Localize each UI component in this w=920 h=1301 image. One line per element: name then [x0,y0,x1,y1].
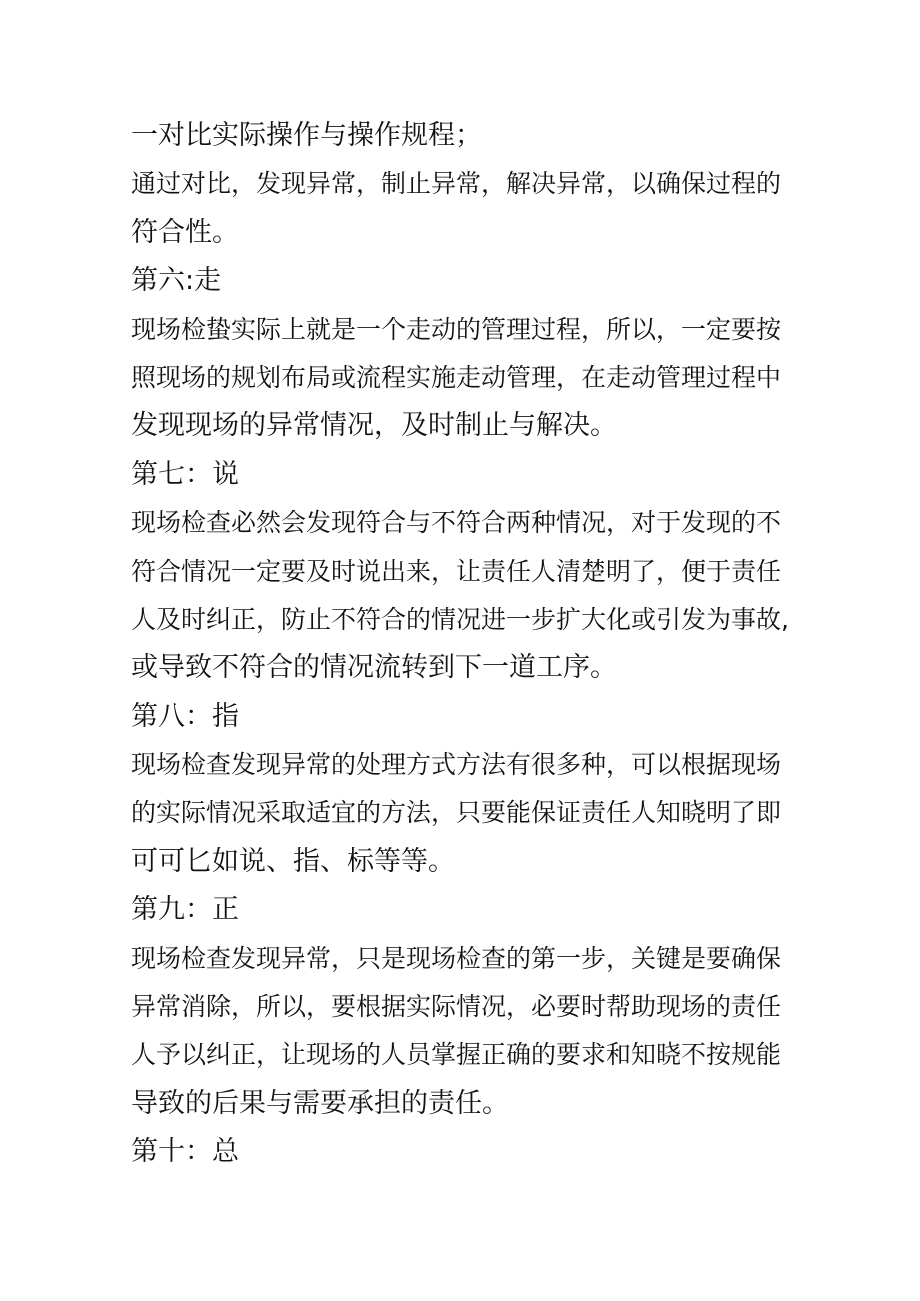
text-line: 的实际情况采取适宜的方法，只要能保证责任人知晓明了即 [131,798,782,828]
section-heading: 第十：总 [131,1136,239,1168]
text-line: 发现现场的异常情况，及时制止与解决。 [131,410,617,442]
text-line: 异常消除，所以，要根据实际情况，必要时帮助现场的责任 [131,992,782,1022]
text-line: 导致的后果与需要承担的责任。 [131,1087,509,1119]
text-line: 现场检查必然会发现符合与不符合两种情况，对于发现的不 [131,508,782,538]
section-heading: 第七：说 [131,458,239,490]
text-line: 符合情况一定要及时说出来，让责任人清楚明了，便于责任 [131,556,782,586]
text-line: 可可匕如说、指、标等等。 [131,845,455,877]
section-heading: 第六:走 [131,265,222,297]
text-line: 通过对比，发现异常，制止异常，解决异常，以确保过程的 [131,169,782,199]
text-line: 现场检查发现异常，只是现场检查的第一步，关键是要确保 [131,943,782,973]
text-line: 现场检蛰实际上就是一个走动的管理过程，所以，一定要按 [131,314,782,344]
text-line: 一对比实际操作与操作规程； [131,120,482,151]
text-line: 人予以纠正，让现场的人员掌握正确的要求和知晓不按规能 [131,1040,782,1070]
text-line: 照现场的规划布局或流程实施走动管理，在走动管理过程中 [131,362,782,392]
text-line: 现场检查发现异常的处理方式方法有很多种，可以根据现场 [131,750,782,780]
text-line: 符合性。 [131,216,239,248]
section-heading: 第九：正 [131,894,239,926]
section-heading: 第八：指 [131,700,239,732]
text-line: 或导致不符合的情况流转到下一道工序。 [131,652,617,684]
document-body [131,112,791,1177]
text-line: 人及时纠正，防止不符合的情况进一步扩大化或引发为事故, [131,604,789,634]
